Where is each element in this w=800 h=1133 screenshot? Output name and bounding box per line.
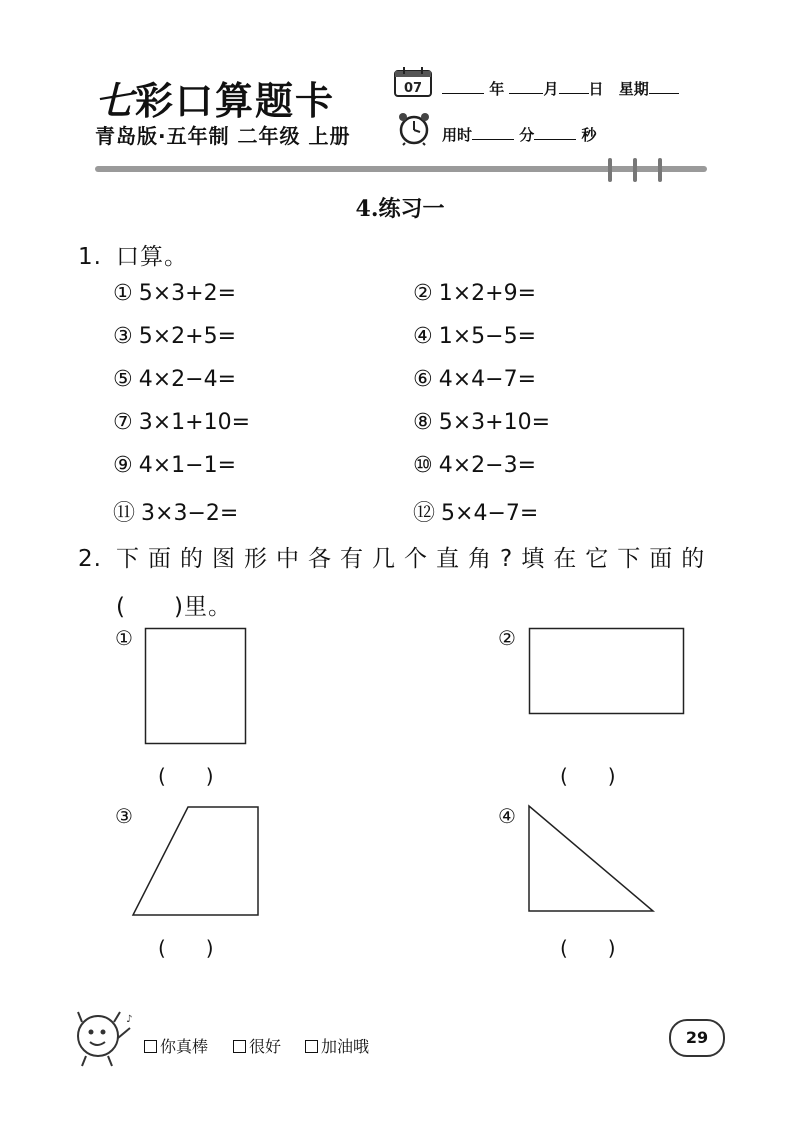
calendar-badge: 07 — [403, 81, 423, 96]
problem-mark: ⑪ — [113, 501, 136, 526]
problem-expression: 3×3−2= — [141, 501, 239, 526]
rating-label: 你真棒 — [160, 1037, 209, 1056]
problem-11 — [113, 496, 238, 527]
month-label: 月 — [543, 80, 559, 98]
problem-5 — [113, 367, 236, 392]
problem-mark: ⑧ — [413, 410, 433, 435]
figure-1-square — [144, 627, 248, 745]
day-label: 日 — [588, 80, 604, 98]
year-label: 年 — [489, 80, 505, 98]
problem-expression: 1×2+9= — [438, 281, 537, 306]
header-divider — [95, 166, 707, 172]
time-line — [442, 124, 597, 145]
figure-2-rectangle — [528, 627, 686, 715]
figure-3-mark: ③ — [115, 804, 133, 828]
problem-8 — [413, 410, 550, 435]
problem-12 — [413, 496, 538, 527]
brand-title — [95, 70, 335, 125]
problem-2 — [413, 281, 536, 306]
problem-9 — [113, 453, 236, 478]
problem-expression: 5×3+2= — [138, 281, 237, 306]
lesson-title: 4.练习一 — [355, 196, 445, 222]
problem-expression: 4×2−4= — [138, 367, 237, 392]
figure-4-mark: ④ — [498, 804, 516, 828]
problem-mark: ⑦ — [113, 410, 133, 435]
problem-expression: 1×5−5= — [438, 324, 537, 349]
figure-2-mark: ② — [498, 626, 516, 650]
time-used-label: 用时 — [442, 126, 473, 144]
minutes-blank[interactable] — [472, 127, 514, 140]
rating-checkbox[interactable] — [233, 1040, 246, 1053]
problem-expression: 5×4−7= — [441, 501, 539, 526]
question-1-prompt: 口算。 — [116, 244, 188, 270]
figure-1-answer-blank[interactable]: ( ) — [158, 764, 214, 788]
problem-mark: ⑨ — [113, 453, 133, 478]
problem-1 — [113, 281, 236, 306]
minutes-label: 分 — [519, 126, 535, 144]
question-2-prompt-line1: 下面的图形中各有几个直角?填在它下面的 — [116, 546, 714, 572]
mascot-icon — [70, 1002, 138, 1070]
problem-mark: ⑩ — [413, 453, 433, 478]
question-1-number: 1. — [78, 244, 102, 270]
seconds-blank[interactable] — [534, 127, 576, 140]
seconds-label: 秒 — [581, 126, 597, 144]
figure-1-mark: ① — [115, 626, 133, 650]
problem-expression: 4×4−7= — [438, 367, 537, 392]
date-line — [442, 78, 679, 99]
page-number: 29 — [669, 1019, 725, 1057]
rating-label: 加油哦 — [321, 1037, 370, 1056]
brand-logo-char: 七 — [95, 78, 136, 123]
problem-mark: ⑫ — [413, 501, 436, 526]
day-blank[interactable] — [559, 81, 589, 94]
binder-ring-icon — [632, 158, 638, 182]
figure-2-answer-blank[interactable]: ( ) — [560, 764, 616, 788]
question-2-heading — [78, 540, 713, 573]
weekday-blank[interactable] — [649, 81, 679, 94]
problem-4 — [413, 324, 536, 349]
problem-mark: ① — [113, 281, 133, 306]
question-2-prompt-line2: ( )里。 — [116, 594, 232, 620]
rating-checkbox[interactable] — [305, 1040, 318, 1053]
calendar-icon — [393, 66, 433, 98]
figure-4-answer-blank[interactable]: ( ) — [560, 936, 616, 960]
problem-mark: ③ — [113, 324, 133, 349]
problem-7 — [113, 410, 250, 435]
problem-expression: 4×2−3= — [438, 453, 537, 478]
alarm-clock-icon — [396, 110, 432, 146]
problem-mark: ② — [413, 281, 433, 306]
problem-mark: ④ — [413, 324, 433, 349]
rating-checkbox[interactable] — [144, 1040, 157, 1053]
problem-expression: 5×2+5= — [138, 324, 237, 349]
problem-3 — [113, 324, 236, 349]
rating-label: 很好 — [249, 1037, 282, 1056]
problem-6 — [413, 367, 536, 392]
svg-text:♪: ♪ — [126, 1014, 133, 1025]
brand-title-text: 彩口算题卡 — [135, 79, 336, 123]
question-2-number: 2. — [78, 546, 102, 572]
edition-label: 青岛版·五年制 二年级 上册 — [95, 124, 351, 148]
problem-expression: 4×1−1= — [138, 453, 237, 478]
binder-ring-icon — [657, 158, 663, 182]
figure-3-trapezoid — [130, 805, 262, 917]
question-1-heading — [78, 238, 188, 271]
rating-option-keep-going[interactable] — [305, 1034, 369, 1057]
problem-expression: 3×1+10= — [138, 410, 251, 435]
problem-10 — [413, 453, 536, 478]
problem-expression: 5×3+10= — [438, 410, 551, 435]
problem-mark: ⑥ — [413, 367, 433, 392]
weekday-label: 星期 — [618, 80, 649, 98]
rating-option-great[interactable] — [144, 1034, 208, 1057]
year-blank[interactable] — [442, 81, 484, 94]
problem-mark: ⑤ — [113, 367, 133, 392]
month-blank[interactable] — [509, 81, 543, 94]
binder-ring-icon — [607, 158, 613, 182]
figure-4-right-triangle — [526, 803, 656, 915]
rating-option-good[interactable] — [233, 1034, 281, 1057]
figure-3-answer-blank[interactable]: ( ) — [158, 936, 214, 960]
